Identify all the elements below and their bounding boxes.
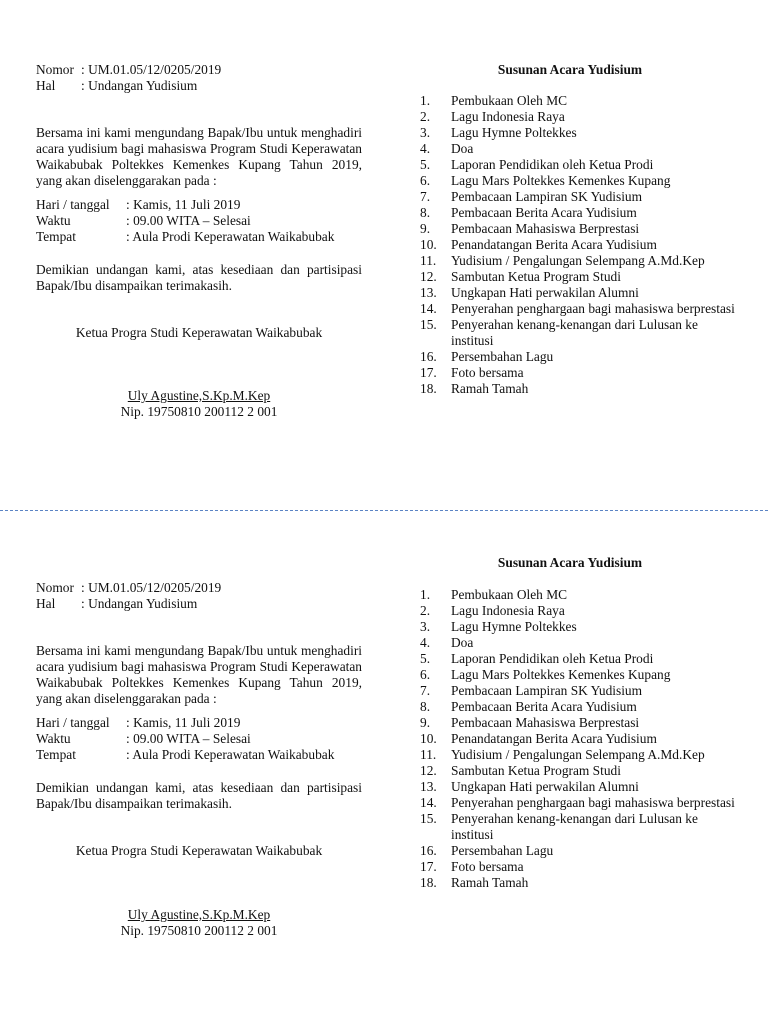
- agenda-item-number: 15.: [420, 811, 437, 826]
- agenda-item-number: 12.: [420, 763, 437, 778]
- agenda-item: [420, 587, 740, 603]
- agenda-item-text: Pembacaan Berita Acara Yudisium: [451, 699, 637, 714]
- agenda-item-number: 7.: [420, 189, 431, 204]
- agenda-item-text: Lagu Indonesia Raya: [451, 603, 565, 618]
- agenda-item-text: Laporan Pendidikan oleh Ketua Prodi: [451, 651, 654, 666]
- closing-paragraph: Demikian undangan kami, atas kesediaan dan partisipasi Bapak/Ibu disampaikan terimakasih.: [36, 780, 362, 811]
- agenda-item-number: 18.: [420, 875, 437, 890]
- agenda-item-text: Pembacaan Lampiran SK Yudisium: [451, 189, 643, 204]
- detail-label: Waktu: [36, 731, 71, 746]
- detail-row-place: [36, 747, 362, 763]
- agenda-item-number: 6.: [420, 667, 431, 682]
- hal-row: [36, 78, 362, 94]
- agenda-item: [420, 843, 740, 859]
- detail-value: : Kamis, 11 Juli 2019: [126, 715, 241, 730]
- agenda-item: [420, 731, 740, 747]
- agenda-title: Susunan Acara Yudisium: [497, 555, 643, 570]
- agenda-item: [420, 349, 740, 365]
- agenda-item: [420, 157, 740, 173]
- detail-value: : 09.00 WITA – Selesai: [126, 213, 251, 228]
- agenda-item: [420, 141, 740, 157]
- agenda-item-text: Sambutan Ketua Program Studi: [451, 763, 621, 778]
- event-details: [36, 715, 362, 763]
- detail-row-date: [36, 197, 362, 213]
- agenda-item-text: Lagu Hymne Poltekkes: [451, 125, 577, 140]
- agenda-item-text: Penyerahan kenang-kenangan dari Lulusan ke institusi: [451, 811, 698, 842]
- agenda-item-text: Lagu Indonesia Raya: [451, 109, 565, 124]
- agenda-item: [420, 301, 740, 317]
- agenda-item: [420, 763, 740, 779]
- agenda-item: [420, 221, 740, 237]
- detail-value: : Aula Prodi Keperawatan Waikabubak: [126, 747, 335, 762]
- agenda-item-number: 9.: [420, 715, 431, 730]
- agenda-item-text: Ramah Tamah: [451, 381, 529, 396]
- agenda-item-text: Penyerahan penghargaan bagi mahasiswa berprestasi: [451, 301, 735, 316]
- agenda-item-text: Penandatangan Berita Acara Yudisium: [451, 237, 657, 252]
- agenda-item-number: 18.: [420, 381, 437, 396]
- nomor-row: [36, 62, 362, 78]
- signatory-name: [36, 388, 362, 404]
- letter-header: [36, 580, 362, 612]
- agenda-item-text: Penyerahan penghargaan bagi mahasiswa berprestasi: [451, 795, 735, 810]
- agenda-item-text: Ungkapan Hati perwakilan Alumni: [451, 779, 639, 794]
- agenda-item-text: Lagu Hymne Poltekkes: [451, 619, 577, 634]
- nomor-value: : UM.01.05/12/0205/2019: [81, 580, 222, 595]
- agenda-item: [420, 109, 740, 125]
- agenda-item-number: 12.: [420, 269, 437, 284]
- agenda-item-number: 13.: [420, 779, 437, 794]
- agenda-item-number: 16.: [420, 843, 437, 858]
- agenda-item: [420, 269, 740, 285]
- detail-label: Tempat: [36, 747, 76, 762]
- hal-label: Hal: [36, 78, 56, 93]
- nomor-label: Nomor: [36, 62, 74, 77]
- nomor-row: [36, 580, 362, 596]
- agenda-item-text: Sambutan Ketua Program Studi: [451, 269, 621, 284]
- agenda-item-text: Penandatangan Berita Acara Yudisium: [451, 731, 657, 746]
- nomor-label: Nomor: [36, 580, 74, 595]
- agenda-item: [420, 667, 740, 683]
- agenda-item: [420, 173, 740, 189]
- agenda-item-text: Ramah Tamah: [451, 875, 529, 890]
- agenda-item-number: 3.: [420, 125, 431, 140]
- agenda-item-text: Yudisium / Pengalungan Selempang A.Md.Kep: [451, 253, 705, 268]
- agenda-item: [420, 603, 740, 619]
- agenda-item: [420, 747, 740, 763]
- agenda-item-number: 2.: [420, 109, 431, 124]
- agenda-item: [420, 715, 740, 731]
- agenda-item: [420, 875, 740, 891]
- agenda-item: [420, 205, 740, 221]
- agenda-item-number: 8.: [420, 205, 431, 220]
- agenda-item-number: 9.: [420, 221, 431, 236]
- agenda-list: [420, 93, 740, 397]
- agenda-item-text: Doa: [451, 635, 474, 650]
- detail-label: Hari / tanggal: [36, 197, 110, 212]
- agenda-item: [420, 317, 740, 349]
- agenda-item: [420, 859, 740, 875]
- agenda-item-text: Pembukaan Oleh MC: [451, 93, 568, 108]
- signatory-nip: Nip. 19750810 200112 2 001: [120, 923, 278, 938]
- hal-row: [36, 596, 362, 612]
- agenda-item-text: Pembacaan Mahasiswa Berprestasi: [451, 715, 640, 730]
- agenda-list: [420, 587, 740, 891]
- agenda-item: [420, 635, 740, 651]
- signatory-nip: Nip. 19750810 200112 2 001: [120, 404, 278, 419]
- hal-value: : Undangan Yudisium: [81, 596, 198, 611]
- signatory-title: Ketua Progra Studi Keperawatan Waikabubak: [75, 843, 323, 858]
- agenda-item-number: 4.: [420, 635, 431, 650]
- agenda-title: Susunan Acara Yudisium: [497, 62, 643, 77]
- cut-line-divider: [0, 510, 768, 511]
- agenda-item: [420, 189, 740, 205]
- agenda-item-number: 5.: [420, 651, 431, 666]
- closing-paragraph: Demikian undangan kami, atas kesediaan dan partisipasi Bapak/Ibu disampaikan terimakasih.: [36, 262, 362, 293]
- agenda-item-text: Laporan Pendidikan oleh Ketua Prodi: [451, 157, 654, 172]
- detail-label: Tempat: [36, 229, 76, 244]
- agenda-item-number: 4.: [420, 141, 431, 156]
- detail-row-time: [36, 213, 362, 229]
- agenda-item-number: 1.: [420, 587, 431, 602]
- agenda-item-text: Lagu Mars Poltekkes Kemenkes Kupang: [451, 173, 671, 188]
- agenda-item-number: 11.: [420, 253, 437, 268]
- agenda-item-number: 13.: [420, 285, 437, 300]
- agenda-item-number: 7.: [420, 683, 431, 698]
- letter-header: [36, 62, 362, 94]
- agenda-item: [420, 619, 740, 635]
- agenda-item-number: 2.: [420, 603, 431, 618]
- signatory-title: Ketua Progra Studi Keperawatan Waikabubak: [75, 325, 323, 340]
- agenda-item-text: Persembahan Lagu: [451, 349, 554, 364]
- signatory-name-text: Uly Agustine,S.Kp.M.Kep: [127, 907, 271, 922]
- agenda-item: [420, 779, 740, 795]
- agenda-item-number: 8.: [420, 699, 431, 714]
- opening-paragraph: Bersama ini kami mengundang Bapak/Ibu untuk menghadiri acara yudisium bagi mahasiswa Program Studi Keperawatan Waikabubak Poltekkes Kemenkes Kupang Tahun 2019, yang akan diselenggarakan pada :: [36, 125, 362, 188]
- agenda-item-number: 17.: [420, 365, 437, 380]
- agenda-item-number: 3.: [420, 619, 431, 634]
- hal-value: : Undangan Yudisium: [81, 78, 198, 93]
- agenda-item-text: Penyerahan kenang-kenangan dari Lulusan ke institusi: [451, 317, 698, 348]
- agenda-item-text: Foto bersama: [451, 365, 524, 380]
- agenda-item-text: Doa: [451, 141, 474, 156]
- agenda-item: [420, 811, 740, 843]
- agenda-item: [420, 699, 740, 715]
- hal-label: Hal: [36, 596, 56, 611]
- agenda-item: [420, 93, 740, 109]
- event-details: [36, 197, 362, 245]
- detail-value: : Aula Prodi Keperawatan Waikabubak: [126, 229, 335, 244]
- agenda-item-number: 11.: [420, 747, 437, 762]
- agenda-item-text: Yudisium / Pengalungan Selempang A.Md.Kep: [451, 747, 705, 762]
- agenda-item: [420, 381, 740, 397]
- agenda-item: [420, 365, 740, 381]
- agenda-item-number: 10.: [420, 731, 437, 746]
- detail-row-date: [36, 715, 362, 731]
- signatory-name: [36, 907, 362, 923]
- detail-value: : Kamis, 11 Juli 2019: [126, 197, 241, 212]
- agenda-item: [420, 237, 740, 253]
- agenda-item-text: Pembukaan Oleh MC: [451, 587, 568, 602]
- agenda-item-text: Lagu Mars Poltekkes Kemenkes Kupang: [451, 667, 671, 682]
- agenda-item: [420, 651, 740, 667]
- agenda-item-number: 1.: [420, 93, 431, 108]
- agenda-item-number: 17.: [420, 859, 437, 874]
- signatory-name-text: Uly Agustine,S.Kp.M.Kep: [127, 388, 271, 403]
- agenda-item-text: Pembacaan Mahasiswa Berprestasi: [451, 221, 640, 236]
- agenda-item-text: Pembacaan Lampiran SK Yudisium: [451, 683, 643, 698]
- agenda-item: [420, 285, 740, 301]
- agenda-item-text: Pembacaan Berita Acara Yudisium: [451, 205, 637, 220]
- detail-row-time: [36, 731, 362, 747]
- detail-value: : 09.00 WITA – Selesai: [126, 731, 251, 746]
- detail-label: Hari / tanggal: [36, 715, 110, 730]
- agenda-item: [420, 795, 740, 811]
- agenda-item-number: 14.: [420, 301, 437, 316]
- agenda-item-text: Ungkapan Hati perwakilan Alumni: [451, 285, 639, 300]
- agenda-item: [420, 683, 740, 699]
- opening-paragraph: Bersama ini kami mengundang Bapak/Ibu untuk menghadiri acara yudisium bagi mahasiswa Program Studi Keperawatan Waikabubak Poltekkes Kemenkes Kupang Tahun 2019, yang akan diselenggarakan pada :: [36, 643, 362, 706]
- agenda-item-text: Foto bersama: [451, 859, 524, 874]
- detail-label: Waktu: [36, 213, 71, 228]
- agenda-item-number: 5.: [420, 157, 431, 172]
- invitation-bottom: [0, 512, 768, 1024]
- agenda-item-text: Persembahan Lagu: [451, 843, 554, 858]
- agenda-item-number: 6.: [420, 173, 431, 188]
- agenda-item-number: 14.: [420, 795, 437, 810]
- agenda-item: [420, 125, 740, 141]
- agenda-item-number: 10.: [420, 237, 437, 252]
- nomor-value: : UM.01.05/12/0205/2019: [81, 62, 222, 77]
- agenda-item: [420, 253, 740, 269]
- agenda-item-number: 16.: [420, 349, 437, 364]
- detail-row-place: [36, 229, 362, 245]
- agenda-item-number: 15.: [420, 317, 437, 332]
